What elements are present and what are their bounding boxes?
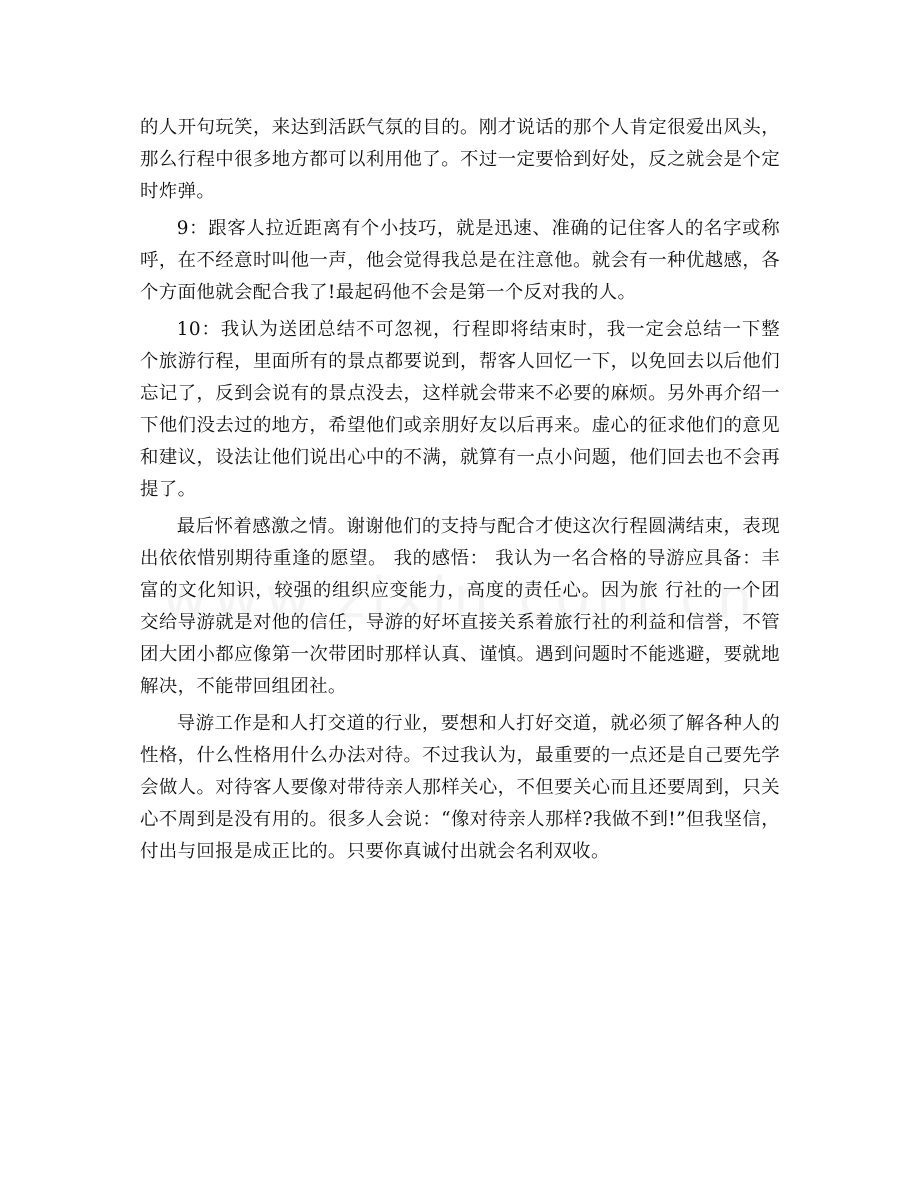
paragraph-tip-9: 9：跟客人拉近距离有个小技巧，就是迅速、准确的记住客人的名字或称呼，在不经意时叫他一声，他会觉得我总是在注意他。就会有一种优越感，各个方面他就会配合我了!最起码他不会是第一个反对我的人。 xyxy=(140,218,780,303)
paragraph-reflection: 最后怀着感激之情。谢谢他们的支持与配合才使这次行程圆满结束，表现出依依惜别期待重逢的愿望。 我的感悟： 我认为一名合格的导游应具备：丰富的文化知识，较强的组织应变能力，高度的责任心。因为旅 行社的一个团交给导游就是对他的信任，导游的好坏直接关系着旅行社的利益和信誉，不管团大团小都应像第一次带团时那样认真、谨慎。遇到问题时不能逃避，要就地解决，不能带回组团社。 xyxy=(140,516,780,697)
paragraph-tip-10: 10：我认为送团总结不可忽视，行程即将结束时，我一定会总结一下整个旅游行程，里面所有的景点都要说到，帮客人回忆一下，以免回去以后他们忘记了，反到会说有的景点没去，这样就会带来不必要的麻烦。另外再介绍一下他们没去过的地方，希望他们或亲朋好友以后再来。虚心的征求他们的意见和建议，设法让他们说出心中的不满，就算有一点小问题，他们回去也不会再提了。 xyxy=(140,319,780,500)
paragraph-conclusion: 导游工作是和人打交道的行业，要想和人打好交道，就必须了解各种人的性格，什么性格用什么办法对待。不过我认为，最重要的一点还是自己要先学会做人。对待客人要像对带待亲人那样关心，不但要关心而且还要周到，只关心不周到是没有用的。很多人会说：“像对待亲人那样?我做不到!”但我坚信，付出与回报是成正比的。只要你真诚付出就会名利双收。 xyxy=(140,713,780,862)
paragraph-continuation: 的人开句玩笑，来达到活跃气氛的目的。刚才说话的那个人肯定很爱出风头，那么行程中很多地方都可以利用他了。不过一定要恰到好处，反之就会是个定时炸弹。 xyxy=(140,117,780,202)
document-page xyxy=(140,112,780,873)
